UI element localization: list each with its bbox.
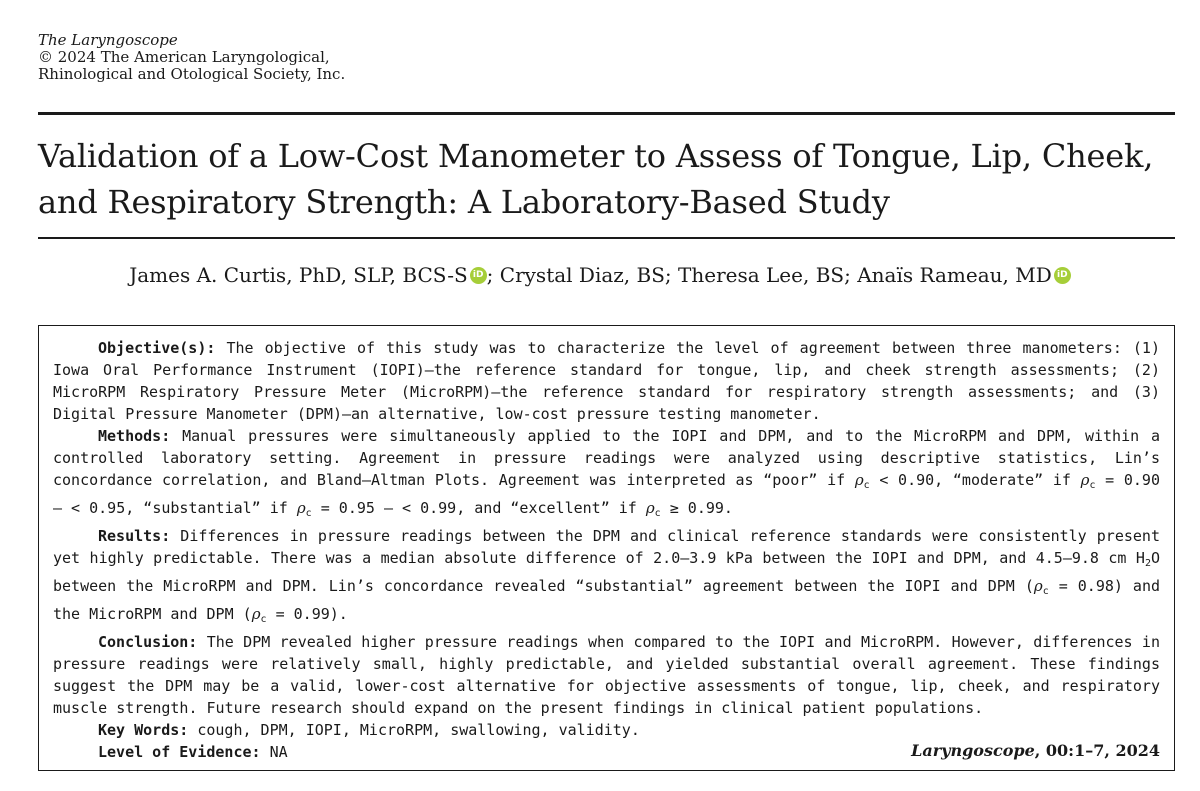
journal-header bbox=[38, 32, 345, 83]
keywords-paragraph bbox=[53, 719, 1160, 741]
results-label: Results: bbox=[98, 527, 171, 545]
abstract-box bbox=[38, 325, 1175, 771]
rho-subscript: c bbox=[260, 614, 267, 625]
title-divider bbox=[38, 237, 1175, 239]
rho-symbol: ρ bbox=[1080, 471, 1090, 489]
keywords-text: cough, DPM, IOPI, MicroRPM, swallowing, validity. bbox=[188, 721, 640, 739]
results-text: = 0.98) and the MicroRPM and DPM ( bbox=[53, 577, 1160, 623]
evidence-text: NA bbox=[260, 743, 288, 761]
rho-symbol: ρ bbox=[296, 499, 306, 517]
journal-copyright: © 2024 The American Laryngological, bbox=[38, 48, 330, 66]
objective-text: The objective of this study was to characterize the level of agreement between three manometers: (1) Iowa Oral Performance Instrument (IOPI)—the reference standard for tongue, lip, and cheek strength assessments; (2) MicroRPM Respiratory Pressure Meter (MicroRPM)—the reference standard for respiratory strength assessments; and (3) Digital Pressure Manometer (DPM)—an alternative, low-cost pressure testing manometer. bbox=[53, 339, 1160, 423]
conclusion-paragraph bbox=[53, 631, 1160, 719]
orcid-icon[interactable]: iD bbox=[1054, 267, 1071, 284]
methods-paragraph bbox=[53, 425, 1160, 525]
author-separator: ; bbox=[664, 263, 679, 287]
citation bbox=[911, 740, 1160, 762]
rho-subscript: c bbox=[1089, 480, 1096, 491]
conclusion-text: The DPM revealed higher pressure readings when compared to the IOPI and MicroRPM. However, differences in pressure readings were relatively small, highly predictable, and yielded substantial overall agreement. These findings suggest the DPM may be a valid, lower-cost alternative for objective assessments of tongue, lip, cheek, and respiratory muscle strength. Future research should expand on the present findings in clinical patient populations. bbox=[53, 633, 1160, 717]
rho-symbol: ρ bbox=[1033, 577, 1043, 595]
author-rameau: Anaïs Rameau, MD bbox=[857, 263, 1052, 287]
author-lee: Theresa Lee, BS bbox=[678, 263, 845, 287]
methods-text: ≥ 0.99. bbox=[660, 499, 733, 517]
author-separator: ; bbox=[486, 263, 500, 287]
rho-subscript: c bbox=[305, 508, 312, 519]
rho-subscript: c bbox=[863, 480, 870, 491]
orcid-icon[interactable]: iD bbox=[470, 267, 487, 284]
rho-symbol: ρ bbox=[854, 471, 864, 489]
conclusion-label: Conclusion: bbox=[98, 633, 198, 651]
methods-text: < 0.90, “moderate” if bbox=[869, 471, 1081, 489]
journal-society: Rhinological and Otological Society, Inc. bbox=[38, 65, 346, 83]
h2o-subscript: 2 bbox=[1144, 558, 1151, 569]
methods-text: = 0.90 – < 0.95, “substantial” if bbox=[53, 471, 1160, 517]
journal-name: The Laryngoscope bbox=[38, 31, 178, 49]
results-paragraph bbox=[53, 525, 1160, 631]
methods-text: = 0.95 – < 0.99, and “excellent” if bbox=[311, 499, 646, 517]
rho-subscript: c bbox=[654, 508, 661, 519]
methods-text: Manual pressures were simultaneously applied to the IOPI and DPM, and to the MicroRPM and DPM, within a controlled laboratory setting. Agreement in pressure readings were analyzed using descriptive statistics, Lin’s concordance correlation, and Bland–Altman Plots. Agreement was interpreted as “poor” if bbox=[53, 427, 1160, 489]
article-title: Validation of a Low-Cost Manometer to Assess of Tongue, Lip, Cheek, and Respiratory Strength: A Laboratory-Based Study bbox=[38, 137, 1154, 221]
citation-journal: Laryngoscope bbox=[911, 741, 1035, 760]
results-text: = 0.99). bbox=[266, 605, 348, 623]
keywords-label: Key Words: bbox=[98, 721, 189, 739]
objective-label: Objective(s): bbox=[98, 339, 216, 357]
results-text: O between the MicroRPM and DPM. Lin’s concordance revealed “substantial” agreement between the IOPI and DPM ( bbox=[53, 549, 1160, 595]
evidence-label: Level of Evidence: bbox=[98, 743, 261, 761]
rho-symbol: ρ bbox=[645, 499, 655, 517]
author-list bbox=[0, 262, 1200, 288]
author-separator: ; bbox=[844, 263, 858, 287]
rho-subscript: c bbox=[1042, 586, 1049, 597]
citation-details: , 00:1–7, 2024 bbox=[1034, 741, 1160, 760]
rho-symbol: ρ bbox=[251, 605, 261, 623]
top-divider bbox=[38, 112, 1175, 115]
objective-paragraph bbox=[53, 337, 1160, 425]
author-diaz: Crystal Diaz, BS bbox=[499, 263, 665, 287]
author-curtis: James A. Curtis, PhD, SLP, BCS-S bbox=[129, 263, 468, 287]
results-text: Differences in pressure readings between the DPM and clinical reference standards were consistently present yet highly predictable. There was a median absolute difference of 2.0–3.9 kPa between the IOPI and DPM, and 4.5–9.8 cm H bbox=[53, 527, 1160, 567]
methods-label: Methods: bbox=[98, 427, 171, 445]
